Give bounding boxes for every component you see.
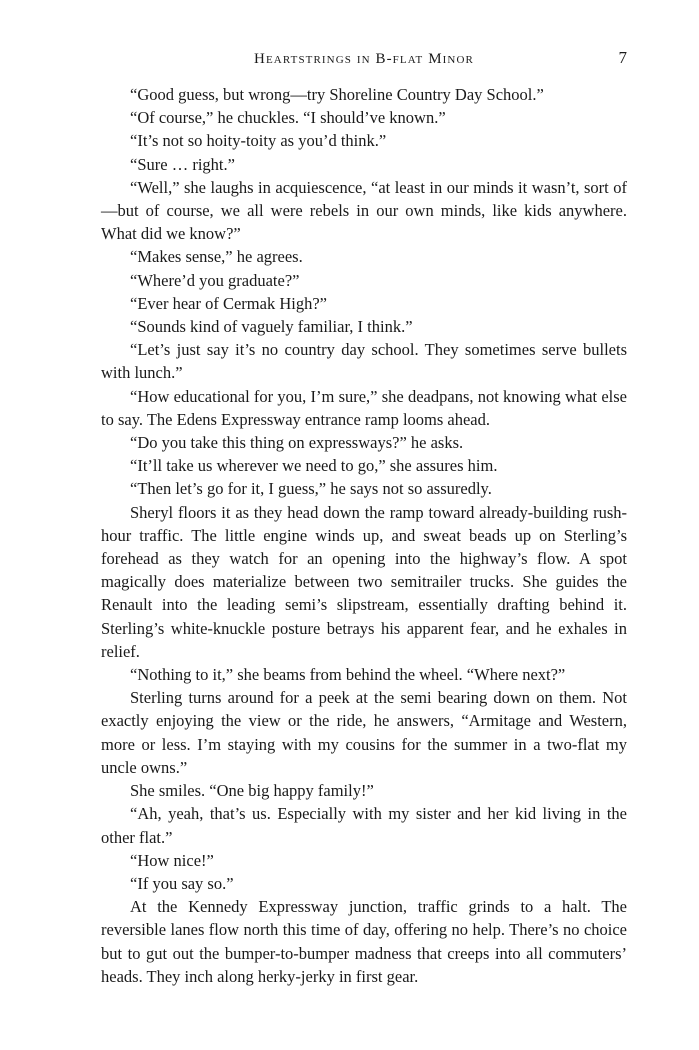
paragraph: “How nice!” [130, 850, 214, 870]
paragraph: “Makes sense,” he agrees. [130, 247, 303, 267]
paragraph: “Let’s just say it’s no country day school. They sometimes serve bullets with lunch.” [101, 340, 627, 383]
body-text [101, 83, 627, 988]
paragraph: Sheryl floors it as they head down the ramp toward already-building rush-hour traffic. The little engine winds up, and sweat beads up on Sterling’s forehead as they watch for an opening into the highway’s flow. A spot magically does materialize between two semitrailer trucks. She guides the Renault into the leading semi’s slipstream, essentially drafting behind it. Sterling’s white-knuckle posture betrays his apparent fear, and he exhales in relief. [101, 502, 627, 661]
paragraph: She smiles. “One big happy family!” [130, 781, 374, 801]
paragraph: “If you say so.” [130, 873, 234, 893]
paragraph: “It’s not so hoity-toity as you’d think.” [130, 131, 387, 151]
running-header [101, 49, 627, 73]
paragraph: “How educational for you, I’m sure,” she deadpans, not knowing what else to say. The Edens Expressway entrance ramp looms ahead. [101, 386, 627, 429]
paragraph: “Good guess, but wrong—try Shoreline Country Day School.” [130, 85, 544, 104]
paragraph: “Sounds kind of vaguely familiar, I think.” [130, 317, 413, 337]
paragraph: Sterling turns around for a peek at the semi bearing down on them. Not exactly enjoying the view or the ride, he answers, “Armitage and Western, more or less. I’m staying with my cousins for the summer in a two-flat my uncle owns.” [101, 688, 627, 777]
page-number: 7 [618, 48, 627, 67]
paragraph: “Where’d you graduate?” [130, 270, 300, 290]
paragraph: “It’ll take us wherever we need to go,” she assures him. [130, 456, 498, 476]
paragraph: “Well,” she laughs in acquiescence, “at least in our minds it wasn’t, sort of—but of course, we all were rebels in our own minds, like kids anywhere. What did we know?” [101, 177, 627, 244]
paragraph: “Ah, yeah, that’s us. Especially with my sister and her kid living in the other flat.” [101, 804, 627, 847]
paragraph: “Do you take this thing on expressways?” he asks. [130, 433, 464, 453]
paragraph: “Nothing to it,” she beams from behind the wheel. “Where next?” [130, 665, 566, 685]
paragraph: At the Kennedy Expressway junction, traffic grinds to a halt. The reversible lanes flow north this time of day, offering no help. There’s no choice but to gut out the bumper-to-bumper madness that creeps into all commuters’ heads. They inch along herky-jerky in first gear. [101, 897, 627, 986]
paragraph: “Ever hear of Cermak High?” [130, 293, 327, 313]
paragraph: “Of course,” he chuckles. “I should’ve known.” [130, 108, 446, 128]
paragraph: “Sure … right.” [130, 154, 235, 174]
running-title: Heartstrings in B-flat Minor [254, 51, 474, 67]
paragraph: “Then let’s go for it, I guess,” he says not so assuredly. [130, 479, 492, 499]
